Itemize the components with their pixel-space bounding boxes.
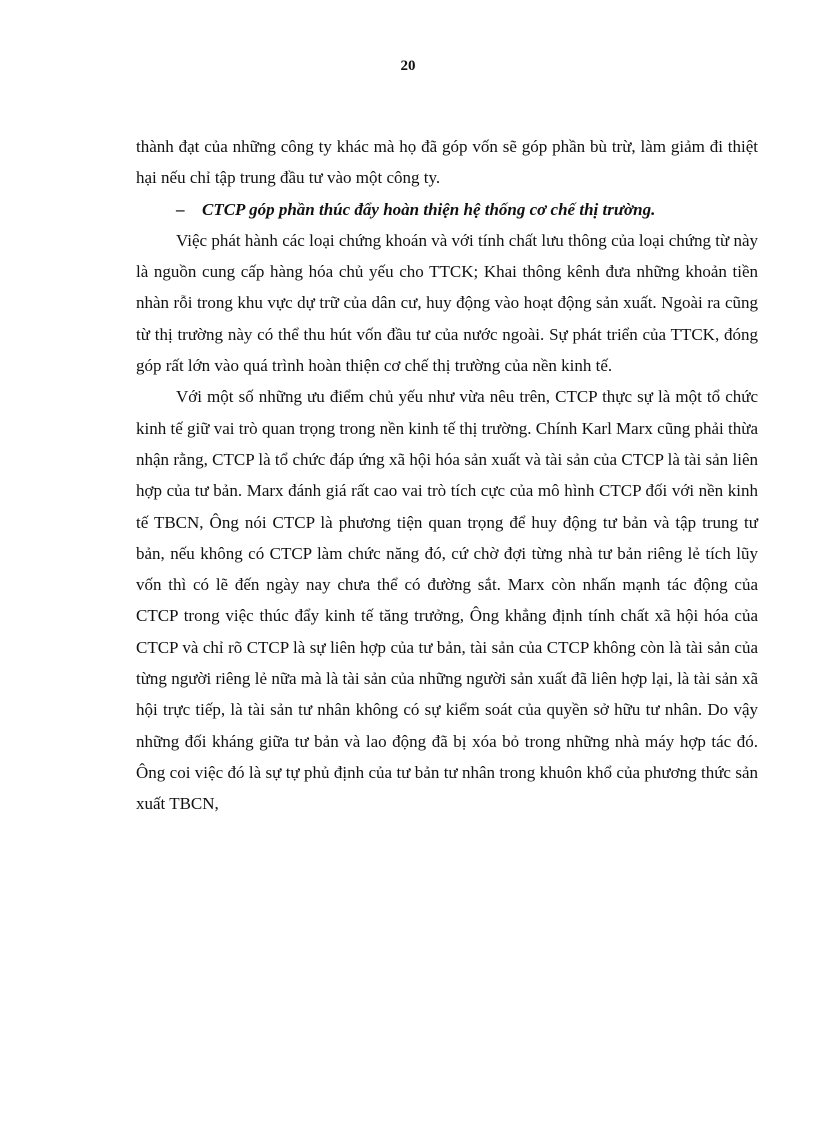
- page-body: [136, 131, 758, 820]
- paragraph-continuation: thành đạt của những công ty khác mà họ đã góp vốn sẽ góp phần bù trừ, làm giảm đi thiệt hại nếu chỉ tập trung đầu tư vào một công ty.: [136, 137, 758, 188]
- section-heading: [136, 194, 758, 225]
- page-number: 20: [400, 58, 416, 74]
- paragraph-stock-market: Việc phát hành các loại chứng khoán và với tính chất lưu thông của loại chứng từ này là nguồn cung cấp hàng hóa chủ yếu cho TTCK; Khai thông kênh đưa những khoản tiền nhàn rỗi trong khu vực dự trữ của dân cư, huy động vào hoạt động sản xuất. Ngoài ra cũng từ thị trường này có thể thu hút vốn đầu tư của nước ngoài. Sự phát triển của TTCK, đóng góp rất lớn vào quá trình hoàn thiện cơ chế thị trường của nền kinh tế.: [136, 230, 758, 376]
- section-heading-text: CTCP góp phần thúc đẩy hoàn thiện hệ thống cơ chế thị trường.: [202, 199, 656, 219]
- paragraph-marx: Với một số những ưu điểm chủ yếu như vừa nêu trên, CTCP thực sự là một tổ chức kinh tế giữ vai trò quan trọng trong nền kinh tế thị trường. Chính Karl Marx cũng phải thừa nhận rằng, CTCP là tổ chức đáp ứng xã hội hóa sản xuất và tài sản của CTCP là tài sản liên hợp của tư bản. Marx đánh giá rất cao vai trò tích cực của mô hình CTCP đối với nền kinh tế TBCN, Ông nói CTCP là phương tiện quan trọng để huy động tư bản và tập trung tư bản, nếu không có CTCP làm chức năng đó, cứ chờ đợi từng nhà tư bản riêng lẻ tích lũy vốn thì có lẽ đến ngày nay chưa thể có đường sắt. Marx còn nhấn mạnh tác động của CTCP trong việc thúc đẩy kinh tế tăng trưởng, Ông khẳng định tính chất xã hội hóa của CTCP và chỉ rõ CTCP là sự liên hợp của tư bản, tài sản của CTCP không còn là tài sản của từng người riêng lẻ nữa mà là tài sản của những người sản xuất đã liên hợp lại, là tài sản xã hội trực tiếp, là tài sản tư nhân không có sự kiểm soát của quyền sở hữu tư nhân. Do vậy những đối kháng giữa tư bản và lao động đã bị xóa bỏ trong những nhà máy hợp tác đó. Ông coi việc đó là sự tự phủ định của tư bản tư nhân trong khuôn khổ của phương thức sản xuất TBCN,: [136, 387, 758, 814]
- heading-dash: –: [176, 199, 185, 219]
